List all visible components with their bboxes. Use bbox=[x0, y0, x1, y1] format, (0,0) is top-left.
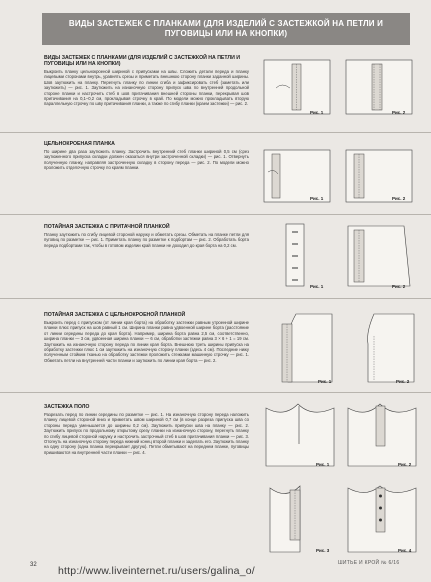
figure-hidden-attached-2 bbox=[344, 222, 414, 290]
section-divider bbox=[0, 214, 431, 215]
polo-diagram-2 bbox=[344, 392, 420, 470]
placket-diagram-2 bbox=[344, 58, 414, 116]
section-divider bbox=[0, 298, 431, 299]
section-plackets bbox=[44, 55, 249, 107]
figure-caption: Рис. 1 bbox=[318, 379, 332, 384]
page-header-title: ВИДЫ ЗАСТЕЖЕК С ПЛАНКАМИ (ДЛЯ ИЗДЕЛИЙ С ЗАСТЕЖКОЙ НА ПЕТЛИ И ПУГОВИЦЫ ИЛИ НА КНОПКИ) bbox=[68, 19, 384, 38]
figure-polo-2 bbox=[344, 392, 420, 470]
section-heading: ЗАСТЕЖКА ПОЛО bbox=[44, 404, 90, 410]
hidden-attached-diagram-1 bbox=[266, 222, 328, 290]
hidden-cut-on-diagram-2 bbox=[344, 310, 416, 386]
section-polo-placket bbox=[44, 404, 249, 455]
polo-diagram-3 bbox=[262, 476, 338, 556]
figure-caption: Рис. 1 bbox=[316, 462, 330, 467]
section-body: Планку заутюжить по сгибу лицевой стороной наружу и обметать срезы. Обметать на планке петли для пуговиц по разметке — рис. 1. Приметать планку по разметке к подбортам — рис. 2. Обработать борта переда подбортами так, чтобы в готовом изделии край планки не доходил до края борта на 0,2 см. bbox=[44, 232, 249, 248]
section-divider bbox=[0, 132, 431, 133]
figure-polo-3 bbox=[262, 476, 338, 556]
figure-hidden-cut-on-1 bbox=[262, 310, 334, 386]
figure-caption: Рис. 3 bbox=[316, 548, 330, 553]
section-body: Разрезать перед по линии середины по разметке — рис. 1. На изнаночную сторону переда наложить планку лицевой стороной вниз и приметать швом шириной 0,7 см (в конце разреза припуска шва со стороны переда уменьшается до ширины 0,2 см). Заутюжить припуски шва на планку — рис. 2. Заутюжить припуск по продольному открытому срезу планки на изнаночную сторону, перегнуть планку по сгибу лицевой стороной наружу и настрочить застрочный стеб в шов притачивания планки — рис. 3. Отогнуть на изнаночную сторону переда нижний конец второй планки и заделать его. Заутюжить планку на одну сторону (одна планка перекрывает другую). Петли обметывают на переднем планке, пуговицы пришиваются на внутренней части планки — рис. 4. bbox=[44, 412, 249, 455]
figure-hidden-attached-1 bbox=[266, 222, 328, 290]
figure-cut-on-1 bbox=[262, 148, 332, 204]
magazine-footer: ШИТЬЕ И КРОЙ № 6/16 bbox=[338, 560, 400, 566]
watermark-url[interactable]: http://www.liveinternet.ru/users/galina_o/ bbox=[58, 565, 255, 577]
figure-caption: Рис. 2 bbox=[398, 462, 412, 467]
section-body: Выкроить планку цельнокроеной шириной с припусками на швы. Сложить детали переда и планку лицевыми сторонами внутрь, уравнять срезы и приметать внешнюю сторону планки заданной ширины. Шов заутюжить на планку. Перегнуть планку по линии сгиба и зафиксировать стеб (заметать или заутюжить) — рис. 1. Заутюжить на изнаночную сторону припуск шва по внутренней продольной стороне планки и настрочить стеб в шов притачивания внешней стороны планки, перекрывая шов притачивания на 0,1–0,2 см, прокладывая строчку в край. По модели можно прокладывать вторую параллельную строчку по шву притачивания планки, а также по сгибу планки (краем застежки) — рис. 2. bbox=[44, 69, 249, 107]
section-heading: ВИДЫ ЗАСТЕЖЕК С ПЛАНКАМИ (ДЛЯ ИЗДЕЛИЙ С ЗАСТЕЖКОЙ НА ПЕТЛИ И ПУГОВИЦЫ ИЛИ НА КНОПКИ) bbox=[44, 55, 240, 67]
hidden-cut-on-diagram-1 bbox=[262, 310, 334, 386]
page-number: 32 bbox=[30, 562, 37, 568]
polo-diagram-4 bbox=[344, 476, 420, 556]
polo-diagram-1 bbox=[262, 392, 338, 470]
figure-caption: Рис. 1 bbox=[310, 196, 324, 201]
figure-polo-4 bbox=[344, 476, 420, 556]
section-body: Выкроить перед с припуском (от линии края борта) на обработку застежки равным утроенной ширине планки плюс припуск на шов равный 1 см. Ширина планки равна удвоенной ширине борта (расстояние от линии середины переда до края борта). Например, ширина борта равна 2,5 см, соответственно, ширина планки — 3 см, удвоенная ширина планки — 6 см, обработки застежки равна 3 × 6 + 1 = 19 см. Заутюжить на изнаночную сторону переда по линии края борта. Внешнюю треть ширины припуска на обработку застежки плюс 1 см заутюжить на изнаночную сторону планки (здесь 4 см). Последние нижу полученным стойким тканью на обработку застежки проложить стежками машинную строчку — рис. 1. Обметать петли на внутренней части планки и заутюжить по линии края борта — рис. 2. bbox=[44, 320, 249, 363]
page-header-banner bbox=[42, 13, 410, 45]
section-heading: ПОТАЙНАЯ ЗАСТЕЖКА С ЦЕЛЬНОКРОЕНОЙ ПЛАНКОЙ bbox=[44, 312, 186, 318]
section-hidden-cut-on-placket bbox=[44, 312, 249, 363]
figure-caption: Рис. 2 bbox=[392, 284, 406, 289]
section-cut-on-placket bbox=[44, 141, 249, 171]
figure-caption: Рис. 2 bbox=[396, 379, 410, 384]
figure-polo-1 bbox=[262, 392, 338, 470]
figure-cut-on-2 bbox=[344, 148, 414, 204]
placket-diagram-1 bbox=[262, 58, 332, 116]
section-body: По ширине два раза заутюжить планку. Застрочить внутренний стеб планки шириной 0,5 см (срез заутюженного припуска складки должен оказаться внутри застроченной складки) — рис. 1. Отвернуть полученную планку, направляя застроченную складку в сторону переда — рис. 2. По модели можно проложить отделочную строчку по краям планки. bbox=[44, 149, 249, 171]
section-hidden-attached-placket bbox=[44, 224, 249, 248]
figure-caption: Рис. 1 bbox=[310, 284, 324, 289]
figure-caption: Рис. 2 bbox=[392, 110, 406, 115]
figure-hidden-cut-on-2 bbox=[344, 310, 416, 386]
figure-caption: Рис. 4 bbox=[398, 548, 412, 553]
figure-caption: Рис. 2 bbox=[392, 196, 406, 201]
section-heading: ПОТАЙНАЯ ЗАСТЕЖКА С ПРИТАЧНОЙ ПЛАНКОЙ bbox=[44, 224, 170, 230]
figure-placket-1 bbox=[262, 58, 332, 116]
figure-placket-2 bbox=[344, 58, 414, 116]
hidden-attached-diagram-2 bbox=[344, 222, 414, 290]
figure-caption: Рис. 1 bbox=[310, 110, 324, 115]
section-heading: ЦЕЛЬНОКРОЕНАЯ ПЛАНКА bbox=[44, 141, 115, 147]
